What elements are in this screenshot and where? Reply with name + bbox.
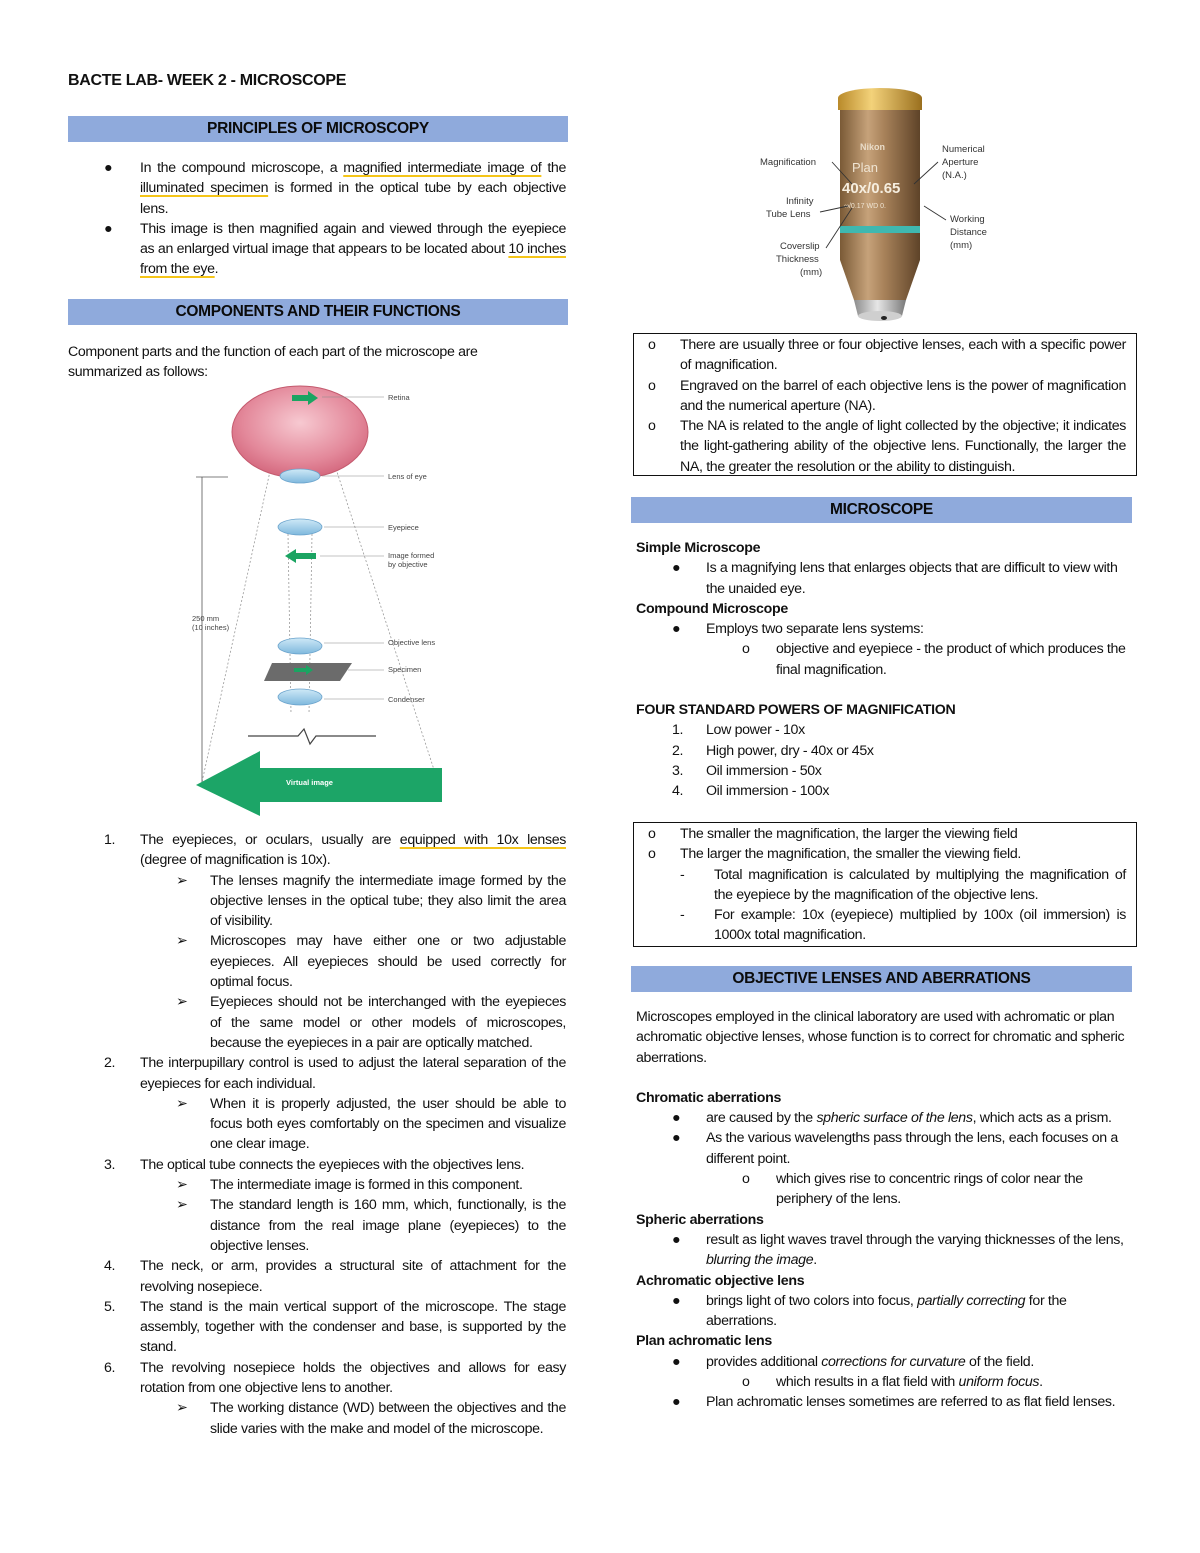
dash-bullet-icon: - bbox=[680, 907, 685, 924]
components-list bbox=[104, 830, 566, 1439]
list-item: 1. The eyepieces, or oculars, usually are equipped with 10x lenses (degree of magnification is 10x). bbox=[104, 832, 566, 869]
simple-microscope-heading: Simple Microscope bbox=[636, 540, 761, 556]
engraving-spec: 40x/0.65 bbox=[842, 180, 901, 197]
label-image-formed: Image formed bbox=[388, 551, 435, 560]
sub-list-item: - Total magnification is calculated by multiplying the magnification of the eyepiece by the magnification of the objective lens. bbox=[680, 866, 1126, 903]
sub-list-item: o which gives rise to concentric rings of color near the periphery of the lens. bbox=[742, 1171, 1083, 1208]
list-item: 2. High power, dry - 40x or 45x bbox=[672, 742, 874, 759]
callout-na: (N.A.) bbox=[942, 170, 967, 181]
label-virtual-image: Virtual image bbox=[286, 778, 333, 787]
optical-path-diagram bbox=[188, 384, 458, 816]
list-item: ● As the various wavelengths pass through the lens, each focuses on a different point. bbox=[672, 1130, 1118, 1167]
microscope-heading: MICROSCOPE bbox=[631, 497, 1132, 523]
sub-list-item: ➢ The intermediate image is formed in this component. bbox=[104, 1175, 566, 1195]
bullet-icon: ● bbox=[672, 1130, 681, 1147]
callout-thickness: Thickness bbox=[776, 254, 819, 265]
dash-bullet-icon: - bbox=[680, 866, 685, 883]
callout-wd-mm: (mm) bbox=[950, 240, 973, 251]
callout-aperture: Aperture bbox=[942, 157, 979, 168]
bullet-icon: ● bbox=[672, 1292, 681, 1309]
list-item: 5. The stand is the main vertical support of the microscope. The stage assembly, together with the condenser and base, is supported by the stand. bbox=[104, 1298, 566, 1356]
list-item: 3. Oil immersion - 50x bbox=[672, 762, 822, 779]
sub-list-item: o objective and eyepiece - the product of which produces the final magnification. bbox=[742, 641, 1126, 678]
principles-heading: PRINCIPLES OF MICROSCOPY bbox=[68, 116, 568, 142]
list-item: ● are caused by the spheric surface of the lens, which acts as a prism. bbox=[636, 1108, 1126, 1128]
label-condenser: Condenser bbox=[388, 695, 425, 704]
plan-achromatic-heading: Plan achromatic lens bbox=[636, 1333, 772, 1350]
label-retina: Retina bbox=[388, 393, 410, 402]
condenser-lens-shape bbox=[278, 689, 322, 705]
bullet-icon: ● bbox=[104, 160, 113, 176]
label-eyepiece: Eyepiece bbox=[388, 523, 419, 532]
aberrations-section bbox=[636, 1007, 1126, 1413]
list-item: ● brings light of two colors into focus, partially correcting for the aberrations. bbox=[672, 1292, 1067, 1330]
break-line bbox=[248, 729, 376, 744]
bullet-icon: ● bbox=[672, 621, 681, 638]
arrow-bullet-icon: ➢ bbox=[176, 933, 188, 950]
circle-bullet-icon: o bbox=[648, 846, 656, 863]
list-item: 2. The interpupillary control is used to adjust the lateral separation of the eyepieces for each individual. bbox=[104, 1055, 566, 1092]
components-heading: COMPONENTS AND THEIR FUNCTIONS bbox=[68, 299, 568, 325]
callout-numerical: Numerical bbox=[942, 144, 985, 155]
microscope-section bbox=[636, 538, 1132, 802]
circle-bullet-icon: o bbox=[648, 826, 656, 842]
sub-list-item: ➢ The lenses magnify the intermediate image formed by the objective lenses in the optical tube; they also limit the area of visibility. bbox=[176, 872, 566, 930]
list-item: 4. The neck, or arm, provides a structural site of attachment for the revolving nosepiece. bbox=[104, 1258, 566, 1295]
list-item: 4. Oil immersion - 100x bbox=[672, 783, 830, 800]
label-by-objective: by objective bbox=[388, 560, 428, 569]
arrow-bullet-icon: ➢ bbox=[176, 994, 188, 1011]
engraving-brand: Nikon bbox=[860, 142, 886, 152]
components-intro: Component parts and the function of each part of the microscope are summarized as follows: bbox=[68, 344, 478, 381]
label-10-inches: (10 inches) bbox=[192, 623, 230, 632]
list-item: o The smaller the magnification, the larger the viewing field bbox=[644, 824, 1126, 844]
list-item: o Engraved on the barrel of each objective lens is the power of magnification and the numerical aperture (NA). bbox=[648, 377, 1126, 414]
objective-notes-box bbox=[633, 333, 1137, 476]
list-item: ● In the compound microscope, a magnified intermediate image of the illuminated specimen is formed in the optical tube by each objective lens. bbox=[104, 160, 567, 217]
callout-working: Working bbox=[950, 214, 985, 225]
list-item: ● This image is then magnified again and viewed through the eyepiece as an enlarged virtual image that appears to be located about 10 inches from the eye. bbox=[104, 220, 566, 278]
document-title: BACTE LAB- WEEK 2 - MICROSCOPE bbox=[68, 72, 347, 89]
bullet-icon: ● bbox=[672, 1394, 681, 1411]
arrow-bullet-icon: ➢ bbox=[176, 1177, 188, 1194]
engraving-small: ∞/0.17 WD 0. bbox=[844, 203, 886, 210]
callout-infinity: Infinity bbox=[786, 196, 814, 207]
sub-list-item: ➢ The standard length is 160 mm, which, functionally, is the distance from the real image plane (eyepieces) to the objective lenses. bbox=[176, 1197, 566, 1254]
spheric-heading: Spheric aberrations bbox=[636, 1211, 764, 1228]
callout-coverslip-mm: (mm) bbox=[800, 267, 823, 278]
list-item: ● Plan achromatic lenses sometimes are referred to as flat field lenses. bbox=[636, 1392, 1126, 1412]
principles-list bbox=[104, 158, 566, 280]
powers-heading: FOUR STANDARD POWERS OF MAGNIFICATION bbox=[636, 702, 956, 719]
sub-list-item: ➢ When it is properly adjusted, the user should be able to focus both eyes comfortably on the specimen and visualize one clear image. bbox=[176, 1095, 566, 1153]
aberrations-heading: OBJECTIVE LENSES AND ABERRATIONS bbox=[631, 966, 1132, 992]
callout-distance: Distance bbox=[950, 227, 987, 238]
circle-bullet-icon: o bbox=[742, 641, 750, 658]
label-250mm: 250 mm bbox=[192, 614, 220, 623]
sub-list-item: o which results in a flat field with uniform focus. bbox=[636, 1372, 1126, 1392]
list-item: 1. Low power - 10x bbox=[672, 722, 805, 739]
compound-microscope-heading: Compound Microscope bbox=[636, 600, 788, 617]
circle-bullet-icon: o bbox=[742, 1374, 750, 1391]
list-item: ● Employs two separate lens systems: bbox=[636, 619, 1132, 639]
callout-magnification: Magnification bbox=[760, 157, 816, 168]
label-objective-lens: Objective lens bbox=[388, 638, 436, 647]
chromatic-heading: Chromatic aberrations bbox=[636, 1089, 782, 1106]
objective-lens-shape bbox=[278, 638, 322, 654]
magnification-notes-box bbox=[633, 822, 1137, 947]
engraving-plan: Plan bbox=[852, 160, 879, 175]
bullet-icon: ● bbox=[672, 1353, 681, 1370]
list-item: o The larger the magnification, the smaller the viewing field. bbox=[644, 844, 1126, 864]
bullet-icon: ● bbox=[672, 560, 681, 577]
list-item: o The NA is related to the angle of light collected by the objective; it indicates the light-gathering ability of the objective lens. Functionally, the larger the NA, the greater the resolution or the ability to distinguish. bbox=[648, 418, 1126, 475]
list-item: ● result as light waves travel through the varying thicknesses of the lens, blurring the image. bbox=[672, 1231, 1124, 1269]
list-item: 6. The revolving nosepiece holds the objectives and allows for easy rotation from one objective lens to another. bbox=[104, 1359, 566, 1397]
callout-coverslip: Coverslip bbox=[780, 241, 820, 252]
list-item: ● provides additional corrections for curvature of the field. bbox=[636, 1352, 1126, 1372]
circle-bullet-icon: o bbox=[648, 418, 656, 435]
lens-of-eye-shape bbox=[280, 469, 320, 483]
sub-list-item: ➢ Microscopes may have either one or two adjustable eyepieces. All eyepieces should be used correctly for optimal focus. bbox=[176, 933, 566, 991]
achromatic-heading: Achromatic objective lens bbox=[636, 1272, 805, 1289]
aberrations-intro: Microscopes employed in the clinical laboratory are used with achromatic or plan achromatic objective lenses, whose function is to correct for chromatic and spheric aberrations. bbox=[636, 1009, 1125, 1066]
sub-list-item: ➢ Eyepieces should not be interchanged with the eyepieces of the same model or other models of microscopes, because the eyepieces in a pair are optically matched. bbox=[176, 994, 566, 1051]
bullet-icon: ● bbox=[672, 1231, 681, 1248]
sub-list-item: ➢ The working distance (WD) between the objectives and the slide varies with the make and model of the microscope. bbox=[176, 1400, 566, 1437]
list-item: o There are usually three or four objective lenses, each with a specific power of magnification. bbox=[648, 337, 1126, 374]
label-specimen: Specimen bbox=[388, 665, 422, 674]
sub-list-item: - For example: 10x (eyepiece) multiplied by 100x (oil immersion) is 1000x total magnification. bbox=[680, 907, 1126, 944]
circle-bullet-icon: o bbox=[742, 1171, 750, 1188]
arrow-bullet-icon: ➢ bbox=[176, 1095, 188, 1112]
circle-bullet-icon: o bbox=[648, 337, 656, 353]
callout-tube-lens: Tube Lens bbox=[766, 209, 811, 220]
label-lens-of-eye: Lens of eye bbox=[388, 472, 427, 481]
arrow-bullet-icon: ➢ bbox=[176, 872, 188, 889]
list-item: 3. The optical tube connects the eyepieces with the objectives lens. bbox=[104, 1156, 525, 1173]
objective-lens-photo bbox=[756, 80, 1002, 324]
list-item: ● Is a magnifying lens that enlarges objects that are difficult to view with the unaided eye. bbox=[672, 560, 1118, 597]
circle-bullet-icon: o bbox=[648, 377, 656, 394]
bullet-icon: ● bbox=[104, 220, 113, 237]
bullet-icon: ● bbox=[672, 1110, 681, 1127]
arrow-bullet-icon: ➢ bbox=[176, 1197, 188, 1214]
arrow-bullet-icon: ➢ bbox=[176, 1400, 188, 1417]
eyepiece-lens-shape bbox=[278, 519, 322, 535]
